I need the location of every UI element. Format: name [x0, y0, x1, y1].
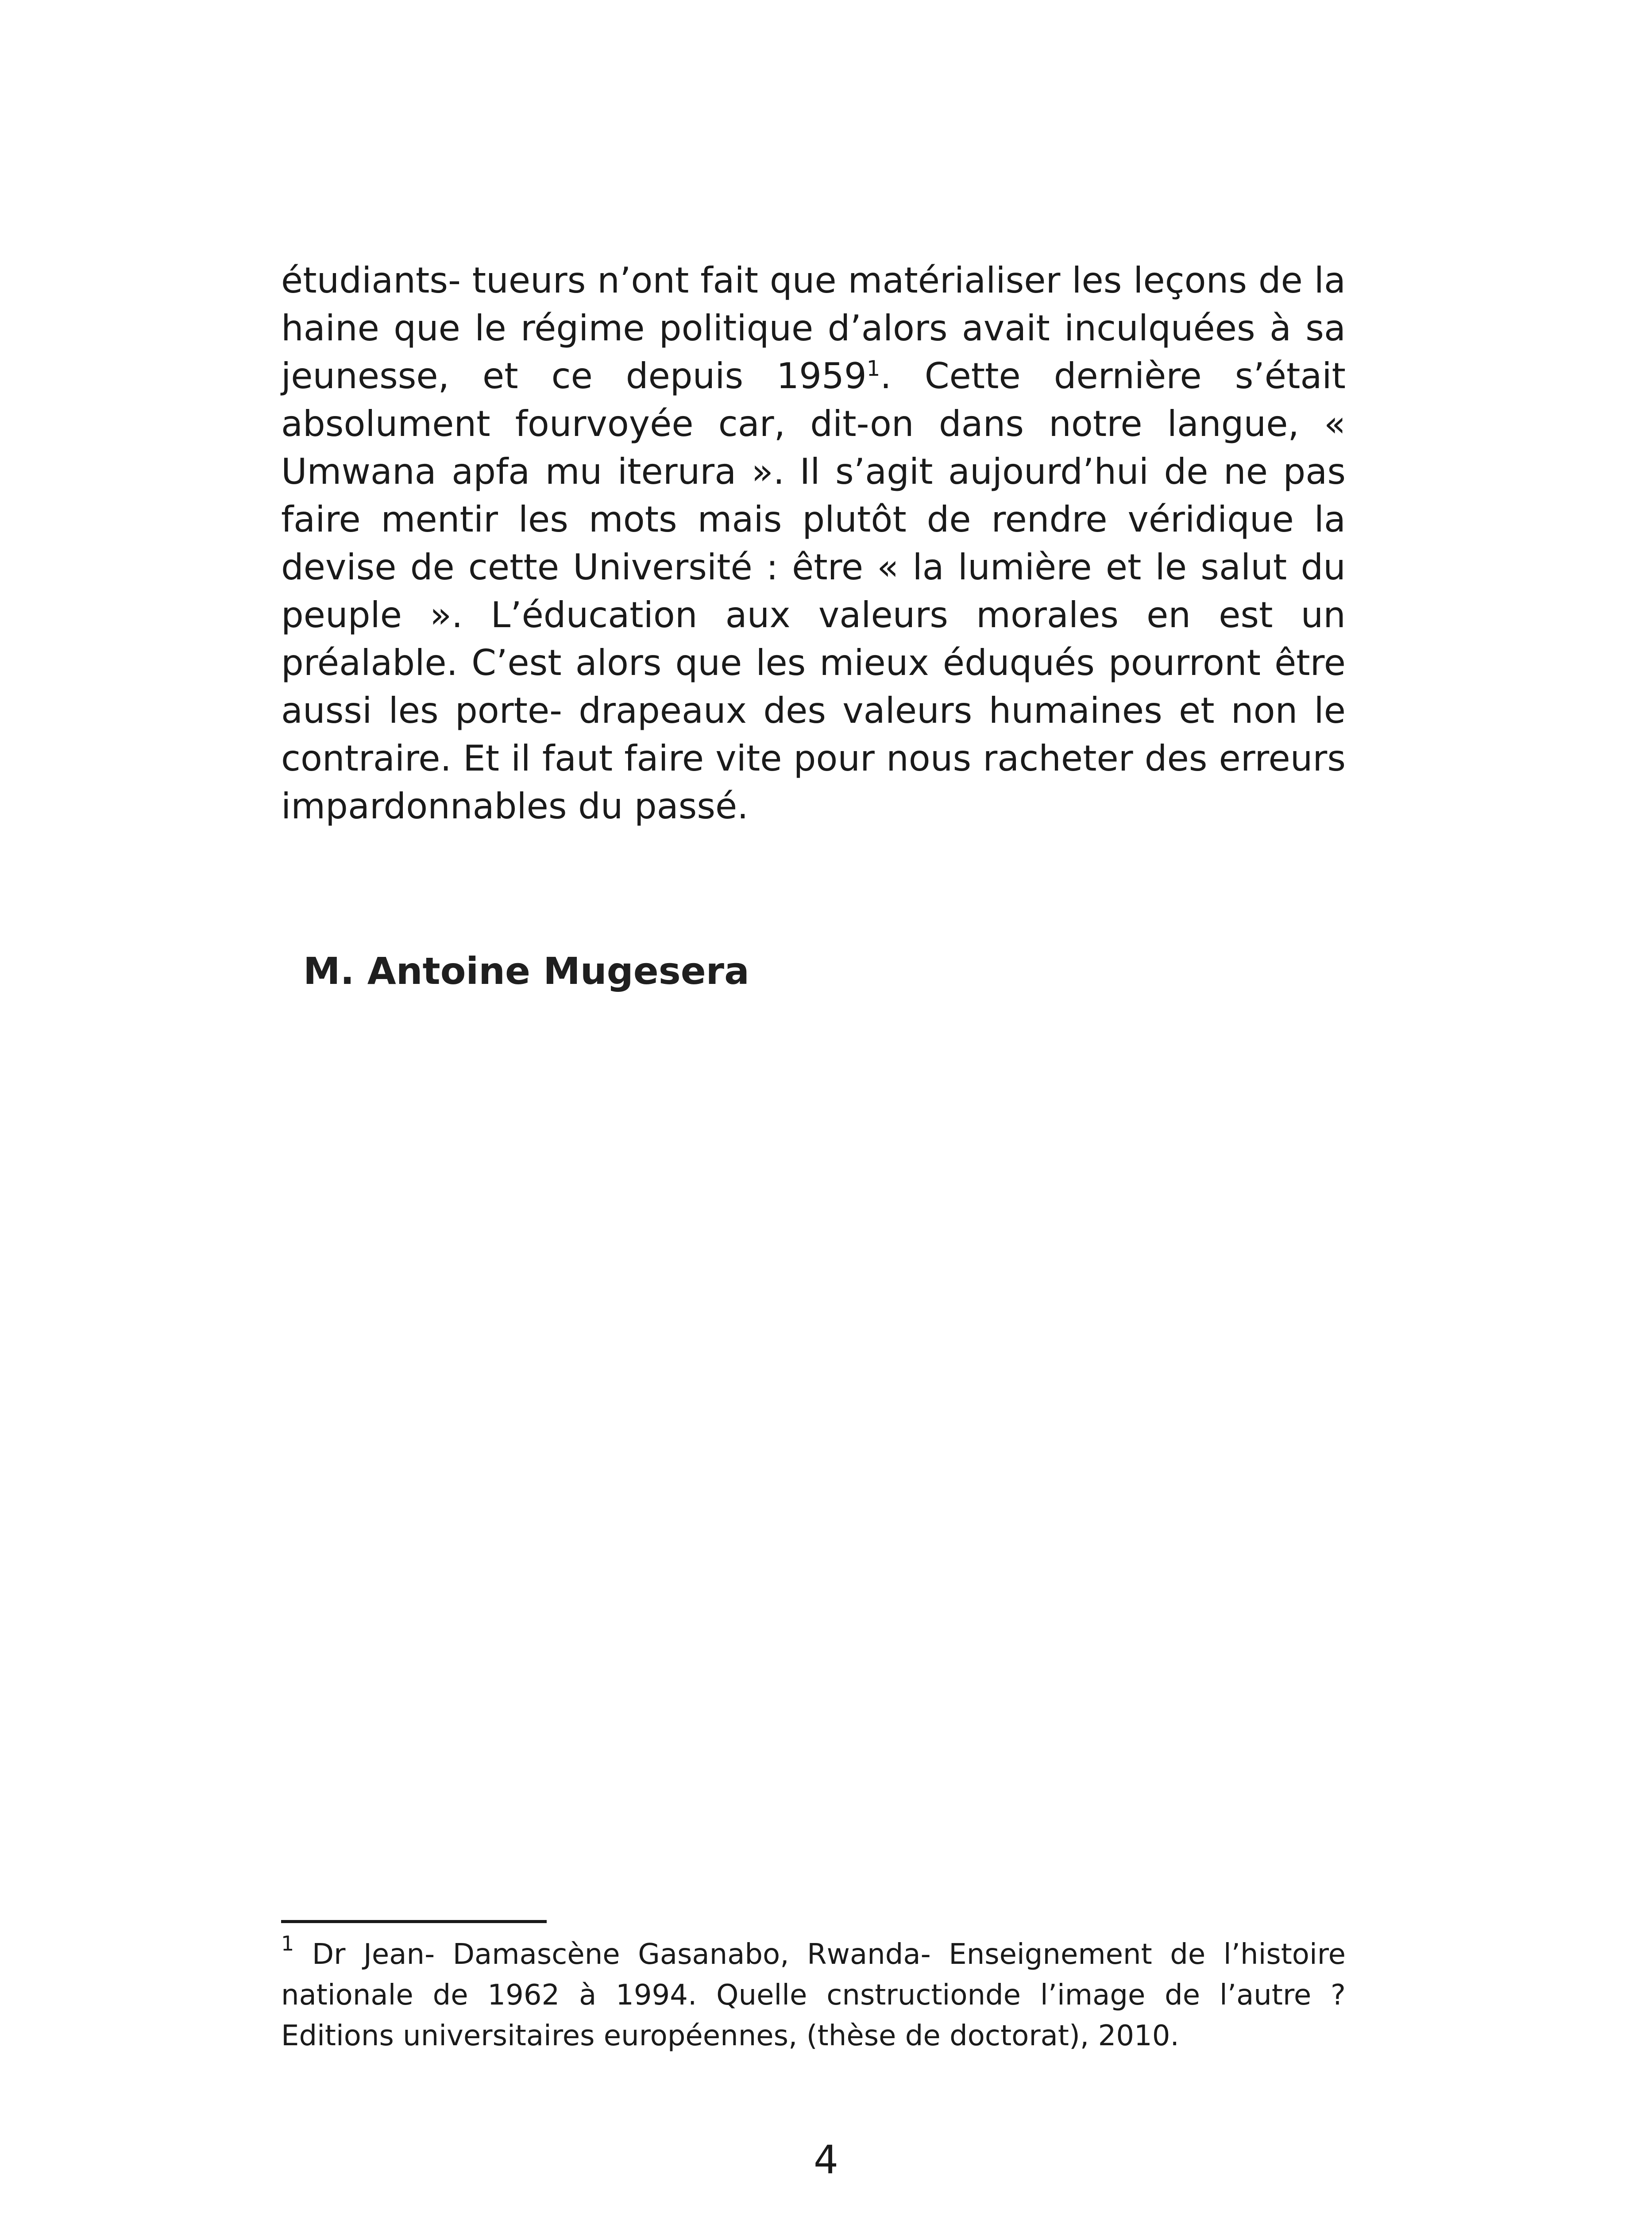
page-number: 4	[814, 2137, 838, 2182]
body-text-after-note: . Cette dernière s’était absolument fourvoyée car, dit-on dans notre langue, « Umwana apfa mu iterura ». Il s’agit aujourd’hui de ne pas faire mentir les mots mais plutôt de rendre véridique la devise de cette Université : être « la lumière et le salut du peuple ». L’éducation aux valeurs morales en est un préalable. C’est alors que les mieux éduqués pourront être aussi les porte- drapeaux des valeurs humaines et non le contraire. Et il faut faire vite pour nous racheter des erreurs impardonnables du passé.	[281, 355, 1346, 827]
body-text-before-note: étudiants- tueurs n’ont fait que matérialiser les leçons de la haine que le régime politique d’alors avait inculquées à sa jeunesse, et ce depuis 1959	[281, 260, 1346, 397]
author-signature: M. Antoine Mugesera	[303, 949, 749, 993]
body-paragraph	[281, 257, 1346, 830]
footnote-number: 1	[281, 1932, 294, 1955]
footnote-separator	[281, 1920, 547, 1923]
footnote-text: Dr Jean- Damascène Gasanabo, Rwanda- Enseignement de l’histoire nationale de 1962 à 1994. Quelle cnstructionde l’image de l’autre ? Editions universitaires européennes, (thèse de doctorat), 2010.	[281, 1938, 1346, 2052]
footnote	[281, 1934, 1346, 2056]
footnote-reference: 1	[866, 356, 880, 381]
